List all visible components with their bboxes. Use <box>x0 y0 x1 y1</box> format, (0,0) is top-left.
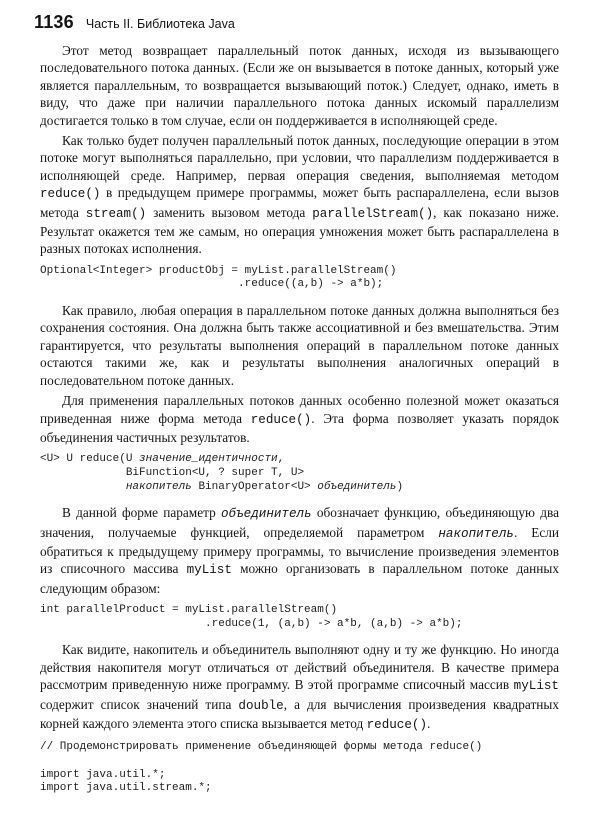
code-line: .reduce((a,b) -> a*b); <box>40 278 384 291</box>
page-number: 1136 <box>34 12 74 32</box>
code-text: <U> U reduce(U <box>40 453 140 466</box>
inline-code: myList <box>513 679 559 694</box>
inline-code: myList <box>186 563 232 578</box>
paragraph-text: можно организовать в параллельном потоке данных следующим образом: <box>40 561 559 596</box>
inline-code: reduce() <box>366 717 428 732</box>
code-param: значение_идентичности <box>139 453 278 466</box>
paragraph-text: В данной форме параметр <box>62 505 221 521</box>
paragraph-reduce-form <box>40 392 559 446</box>
code-text: , <box>277 453 285 466</box>
paragraph-parallel-stream-intro: Этот метод возвращает параллельный поток данных, исходя из вызывающего последовательного потока данных. (Если же он вызывается в потоке данных, который уже является параллельным, то возвращается вызывающий поток.) Следует, однако, иметь в виду, что даже при наличии параллельного потока данных искомый параллелизм достигается только в том случае, если он поддерживается в исполняющей среде. <box>40 43 559 128</box>
inline-code: reduce() <box>250 412 312 427</box>
paragraph-combiner-explanation <box>40 504 559 597</box>
code-text: ) <box>396 480 404 493</box>
code-param: накопитель <box>125 480 192 493</box>
code-line: BiFunction<U, ? super T, U> <box>40 466 305 479</box>
paragraph-text: содержит список значений типа <box>40 696 239 712</box>
code-line: .reduce(1, (a,b) -> a*b, (a,b) -> a*b); <box>40 617 463 630</box>
inline-code: double <box>238 698 284 713</box>
inline-code: parallelStream() <box>312 206 434 221</box>
paragraph-text: Для применения параллельных потоков данных особенно полезной может оказаться приведенная ниже форма метода <box>40 393 559 426</box>
paragraph-text: в предыдущем примере программы, может быть распараллелена, если вызов метода <box>40 185 559 220</box>
code-block-product-obj <box>40 265 559 292</box>
paragraph-text: , как показано ниже. Результат окажется тем же самым, но операция умножения может быть распараллелена в разных потоках исполнения. <box>40 204 560 257</box>
code-block-program-start <box>40 741 559 795</box>
code-text: BinaryOperator<U> <box>191 480 318 493</box>
paragraph-text: Как только будет получен параллельный поток данных, последующие операции в этом потоке могут выполняться параллельно, при условии, что параллелизм поддерживается в исполняющей среде. Например, первая операция сведения, выполняемая методом <box>40 133 559 183</box>
code-line: import java.util.*; <box>40 768 166 781</box>
paragraph-text: . Эта форма позволяет указать порядок объединения частичных результатов. <box>40 410 559 445</box>
code-line: int parallelProduct = myList.parallelStream() <box>40 604 338 617</box>
inline-param: объединитель <box>220 507 312 522</box>
paragraph-text: заменить вызовом метода <box>146 204 313 220</box>
paragraph-text: . <box>427 715 431 731</box>
inline-param: накопитель <box>438 526 514 541</box>
code-line: Optional<Integer> productObj = myList.parallelStream() <box>40 264 397 277</box>
code-block-reduce-signature <box>40 453 559 494</box>
inline-code: stream() <box>85 206 147 221</box>
paragraph-example-intro <box>40 641 559 734</box>
code-block-parallel-product <box>40 604 559 631</box>
paragraph-text: обозначает функцию, объединяющую два значения, получаемые функцией, определяемой параметром <box>40 505 559 540</box>
body-text <box>40 42 559 806</box>
paragraph-parallel-operations <box>40 132 559 258</box>
paragraph-stateless-rules: Как правило, любая операция в параллельном потоке данных должна выполняться без сохранения состояния. Она должна быть также ассоциативной и без вмешательства. Этим гарантируется, что результаты выполнения операций в параллельном потоке данных остаются такими же, как и результаты выполнения аналогичных операций в последовательном потоке данных. <box>40 303 559 388</box>
paragraph-text: Как видите, накопитель и объединитель выполняют одну и ту же функцию. Но иногда действия накопителя могут отличаться от действий объединителя. В качестве примера рассмотрим приведенную ниже программу. В этой программе списочный массив <box>40 642 559 693</box>
code-text <box>40 481 126 493</box>
paragraph-text: . Если обратиться к предыдущему примеру программы, то вычисление произведения элементов из списочного массива <box>40 524 559 577</box>
code-line: import java.util.stream.*; <box>40 782 212 795</box>
code-param: объединитель <box>317 480 397 493</box>
running-header <box>34 12 235 36</box>
inline-code: reduce() <box>40 187 101 202</box>
paragraph-text: , а для вычисления произведения квадратных корней каждого элемента этого списка вызывается метод <box>40 696 559 731</box>
section-title: Часть II. Библиотека Java <box>85 17 235 31</box>
code-comment: // Продемонстрировать применение объединяющей формы метода reduce() <box>40 741 483 754</box>
